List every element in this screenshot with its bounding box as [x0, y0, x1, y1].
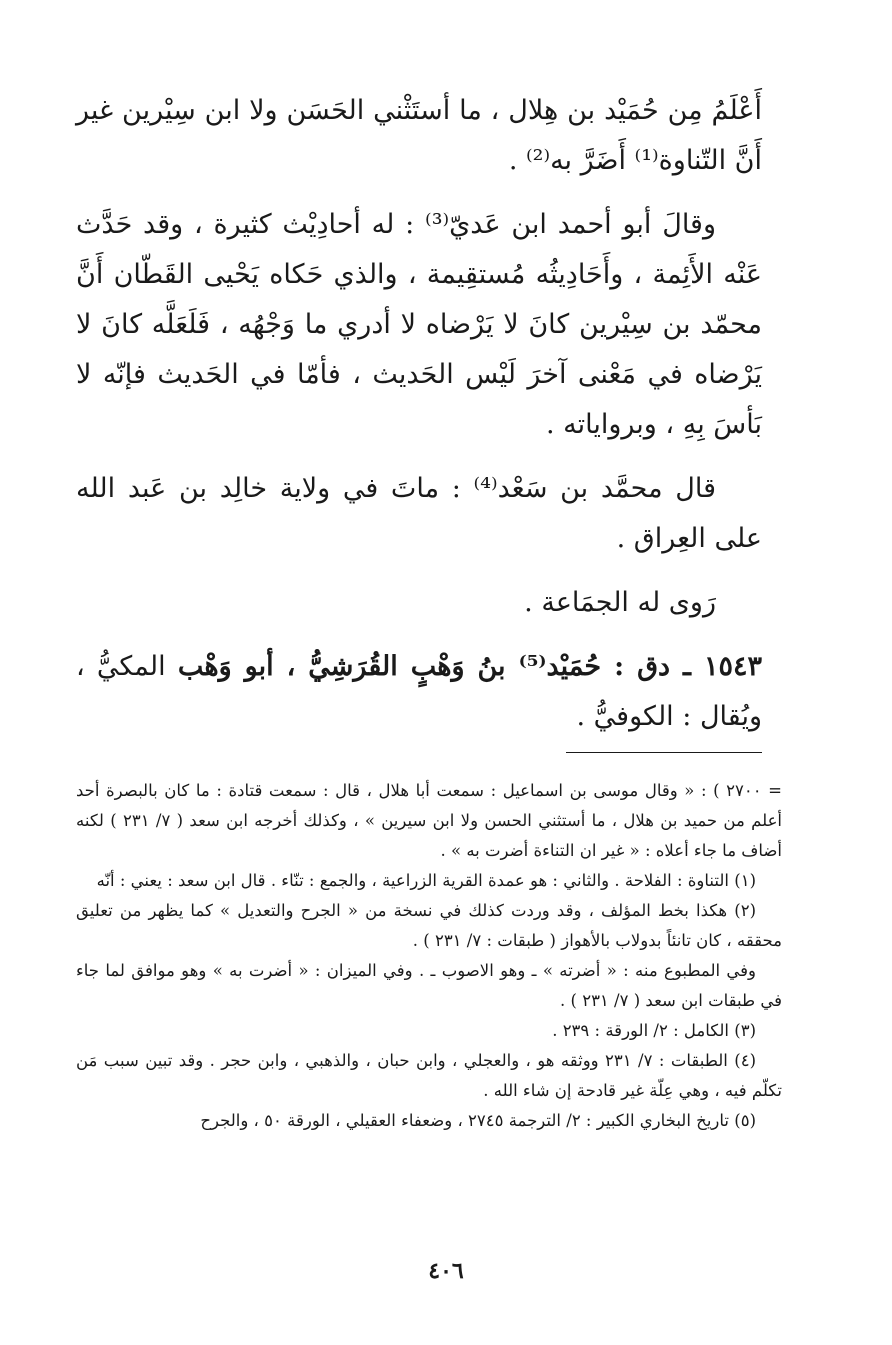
footnote-continued: = ٢٧٠٠ ) : « وقال موسى بن اسماعيل : سمعت أبا هلال ، قال : سمعت قتادة : ما كان بالبصرة أحد أعلم من حميد بن هلال ، ما أستثني الحسن ولا ابن سيرين » ، وكذلك أخرجه ابن سعد ( ٧/ ٢٣١ ) لكنه أضاف ما جاء أعلاه : « غير ان التناءة أضرت به » .	[76, 781, 782, 860]
page-number: ٤٠٦	[428, 1258, 464, 1284]
footnote-2-continued: وفي المطبوع منه : « أضرته » ـ وهو الاصوب ـ . وفي الميزان : « أضرت به » وهو موافق لما جاء في طبقات ابن سعد ( ٧/ ٢٣١ ) .	[76, 961, 782, 1010]
entry-1543	[76, 642, 762, 742]
footnote-2: (٢) هكذا بخط المؤلف ، وقد وردت كذلك في نسخة من « الجرح والتعديل » كما يظهر من تعليق محققه ، كان تانئاً بدولاب بالأهواز ( طبقات : ٧/ ٢٣١ ) .	[76, 901, 782, 950]
paragraph-ibn-adi: وقالَ أبو أحمد ابن عَديّ⁽³⁾ : له أحادِيْث كثيرة ، وقد حَدَّث عَنْه الأَئِمة ، وأَحَادِيثُه مُستقِيمة ، والذي حَكاه يَحْيى القَطّان أَنَّ محمّد بن سِيْرين كانَ لا يَرْضاه لا أدري ما وَجْهُه ، فَلَعَلَّه كانَ لا يَرْضاه في مَعْنى آخرَ لَيْس الحَديث ، فأمّا في الحَديث فإنّه لا بَأسَ بِهِ ، وبرواياته .	[76, 209, 762, 440]
main-text	[76, 86, 762, 742]
paragraph-continuation: أَعْلَمُ مِن حُمَيْد بن هِلال ، ما أستَثْني الحَسَن ولا ابن سِيْرين غير أَنَّ التّناوة⁽¹⁾ أَضَرَّ به⁽²⁾ .	[76, 95, 762, 176]
entry-heading: ١٥٤٣ ـ دق : حُمَيْد⁽⁵⁾ بنُ وَهْبٍ القُرَشِيُّ ، أبو وَهْب	[177, 651, 762, 682]
footnotes	[76, 776, 782, 1136]
footnote-1: (١) التناوة : الفلاحة . والثاني : هو عمدة القرية الزراعية ، والجمع : تنّاء . قال ابن سعد : يعني : أنّه	[96, 871, 756, 890]
entry-heading-rest: المكيُّ ، ويُقال : الكوفيُّ .	[76, 651, 762, 732]
footnote-4: (٤) الطبقات : ٧/ ٢٣١ ووثقه هو ، والعجلي ، وابن حبان ، والذهبي ، وابن حجر . وقد تبين سبب مَن تكلّم فيه ، وهي عِلّة غير قادحة إن شاء الله .	[76, 1051, 782, 1100]
footnote-separator	[566, 752, 762, 753]
paragraph-narrators: رَوى له الجمَاعة .	[524, 587, 716, 618]
footnote-5: (٥) تاريخ البخاري الكبير : ٢/ الترجمة ٢٧٤٥ ، وضعفاء العقيلي ، الورقة ٥٠ ، والجرح	[200, 1111, 756, 1130]
paragraph-ibn-sad: قال محمَّد بن سَعْد⁽⁴⁾ : ماتَ في ولاية خالِد بن عَبد الله على العِراق .	[76, 473, 762, 554]
footnote-3: (٣) الكامل : ٢/ الورقة : ٢٣٩ .	[552, 1021, 756, 1040]
